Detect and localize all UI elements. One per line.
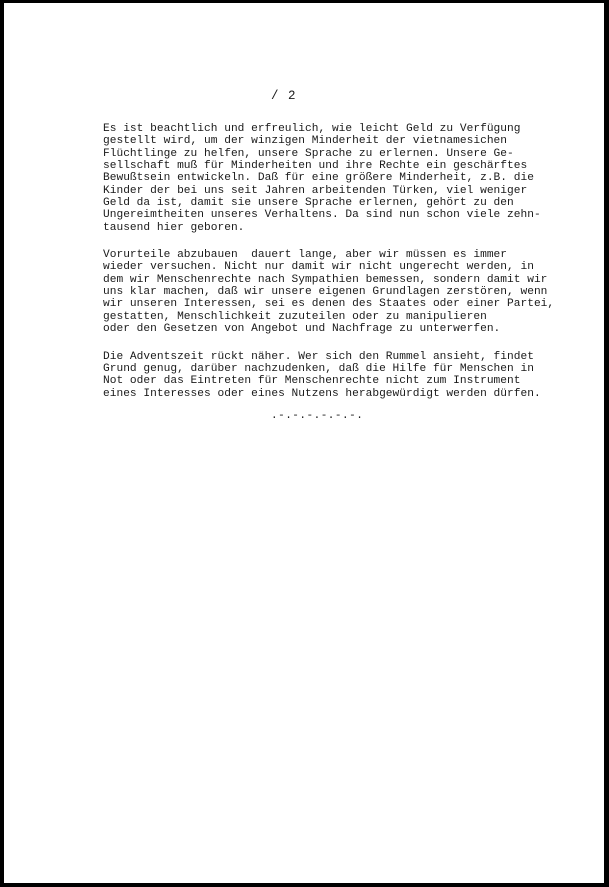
text-line: wir unseren Interessen, sei es denen des Staates oder einer Partei, — [103, 298, 555, 311]
text-line: Not oder das Eintreten für Menschenrechte nicht zum Instrument — [103, 375, 521, 388]
paragraph-3 — [103, 351, 573, 400]
text-line: Bewußtsein entwickeln. Daß für eine größere Minderheit, z.B. die — [103, 172, 534, 185]
paragraph-1 — [103, 123, 573, 234]
text-line: Die Adventszeit rückt näher. Wer sich den Rummel ansieht, findet — [103, 350, 534, 363]
text-line: sellschaft muß für Minderheiten und ihre Rechte ein geschärftes — [103, 160, 528, 173]
text-line: eines Interesses oder eines Nutzens herabgewürdigt werden dürfen. — [103, 387, 541, 400]
text-line: wieder versuchen. Nicht nur damit wir nicht ungerecht werden, in — [103, 261, 534, 274]
text-line: tausend hier geboren. — [103, 221, 245, 234]
scan-border-left — [0, 0, 4, 887]
text-line: oder den Gesetzen von Angebot und Nachfrage zu unterwerfen. — [103, 323, 501, 336]
text-line: Es ist beachtlich und erfreulich, wie leicht Geld zu Verfügung — [103, 123, 521, 135]
paragraph-2 — [103, 249, 573, 335]
scan-border-right — [604, 0, 609, 887]
text-line: Geld da ist, damit sie unsere Sprache erlernen, gehört zu den — [103, 197, 514, 210]
text-line: Ungereimtheiten unseres Verhaltens. Da sind nun schon viele zehn- — [103, 209, 541, 222]
scan-border-bottom — [0, 883, 609, 887]
text-line: Grund genug, darüber nachzudenken, daß die Hilfe für Menschen in — [103, 362, 534, 375]
document-body — [103, 123, 573, 415]
text-line: dem wir Menschenrechte nach Sympathien bemessen, sondern damit wir — [103, 273, 548, 286]
text-line: gestatten, Menschlichkeit zuzuteilen oder zu manipulieren — [103, 310, 487, 323]
text-line: Vorurteile abzubauen dauert lange, aber wir müssen es immer — [103, 249, 508, 262]
text-line: Flüchtlinge zu helfen, unsere Sprache zu erlernen. Unsere Ge- — [103, 147, 514, 160]
page-number: / 2 — [271, 89, 297, 103]
text-line: gestellt wird, um der winzigen Minderheit der vietnamesichen — [103, 135, 508, 148]
scan-border-top — [0, 0, 609, 3]
text-line: Kinder der bei uns seit Jahren arbeitenden Türken, viel weniger — [103, 184, 528, 197]
section-separator: .-.-.-.-.-.-. — [271, 410, 364, 422]
text-line: uns klar machen, daß wir unsere eigenen Grundlagen zerstören, wenn — [103, 286, 548, 299]
